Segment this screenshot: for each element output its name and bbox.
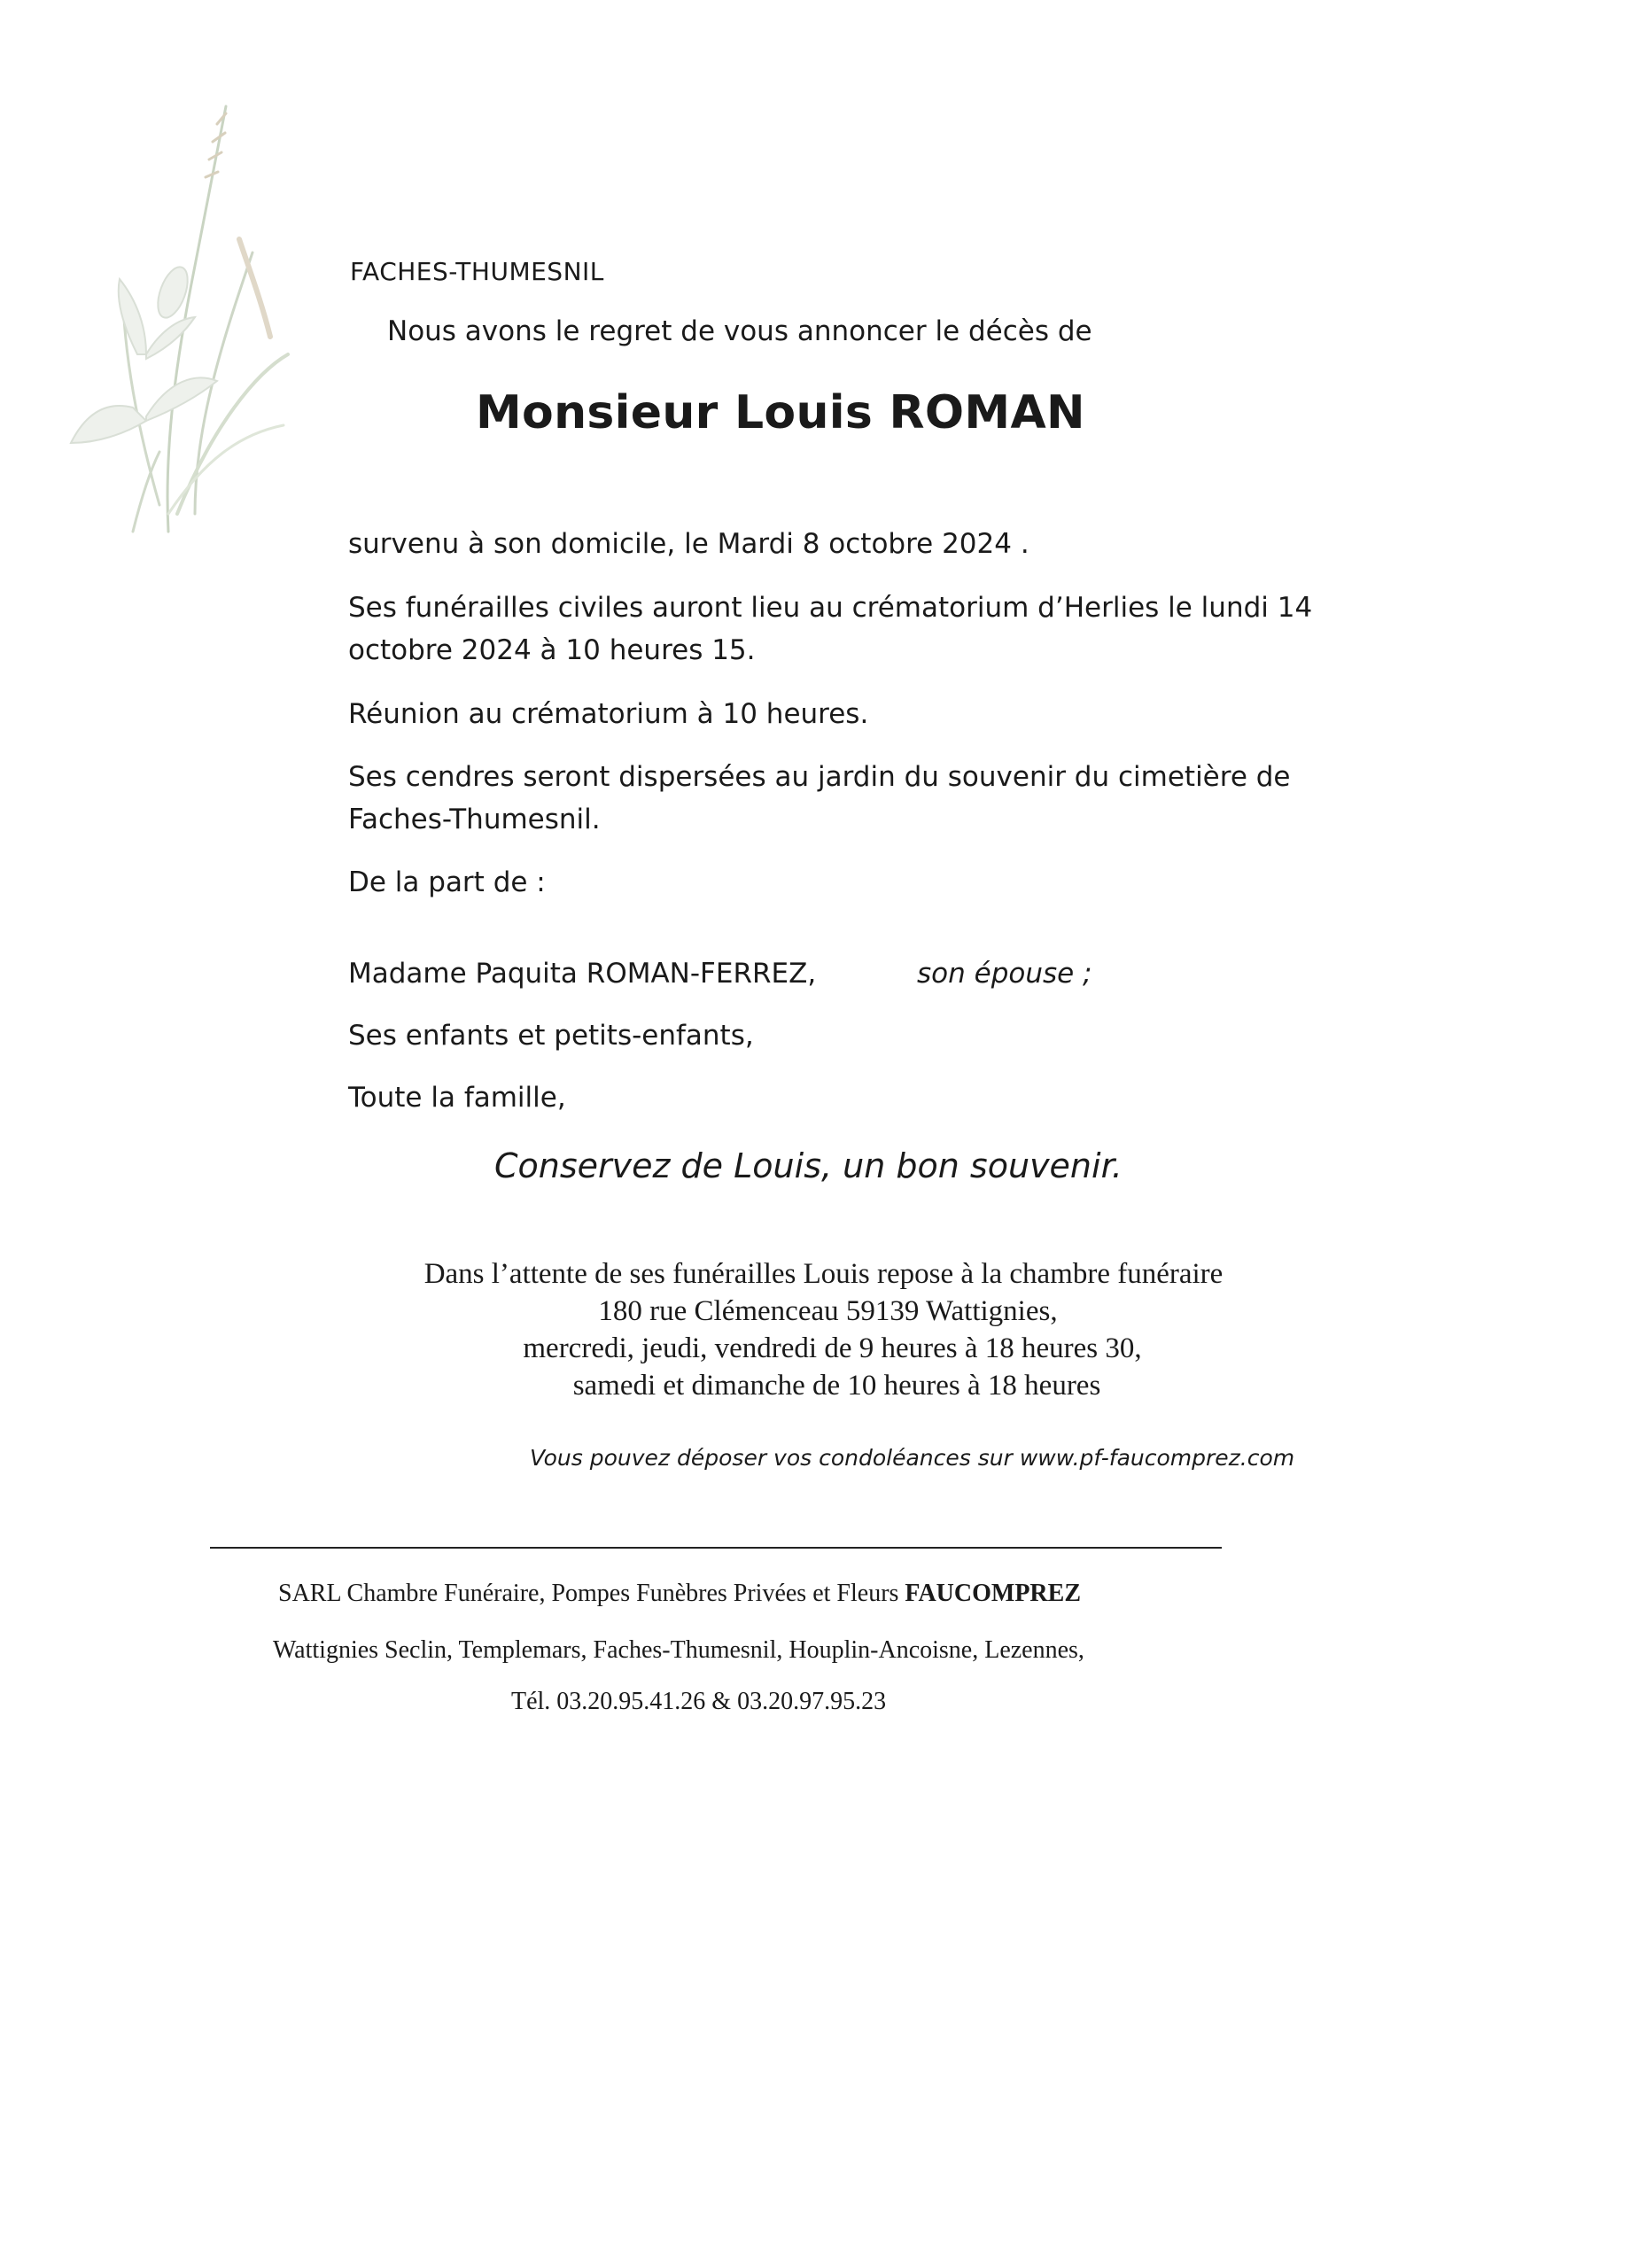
funeral-details-line-1: Ses funérailles civiles auront lieu au crématorium d’Herlies le lundi 14 <box>348 592 1313 624</box>
lily-flower-illustration <box>62 89 292 549</box>
meeting-details: Réunion au crématorium à 10 heures. <box>348 698 869 730</box>
viewing-line-3: mercredi, jeudi, vendredi de 9 heures à 18 heures 30, <box>523 1332 1142 1364</box>
condolences-note: Vous pouvez déposer vos condoléances sur www.pf-faucomprez.com <box>530 1445 1295 1471</box>
family-member-relation: son épouse ; <box>917 958 1092 990</box>
town-name: FACHES-THUMESNIL <box>350 257 604 286</box>
funeral-details-line-2: octobre 2024 à 10 heures 15. <box>348 634 756 666</box>
company-phone: Tél. 03.20.95.41.26 & 03.20.97.95.23 <box>511 1688 887 1715</box>
family-member-name: Ses enfants et petits-enfants, <box>348 1020 754 1052</box>
company-locations: Wattignies Seclin, Templemars, Faches-Thumesnil, Houplin-Ancoisne, Lezennes, <box>273 1636 1084 1664</box>
viewing-line-2: 180 rue Clémenceau 59139 Wattignies, <box>598 1295 1058 1327</box>
viewing-line-1: Dans l’attente de ses funérailles Louis repose à la chambre funéraire <box>423 1258 1224 1290</box>
funeral-details <box>348 586 1312 672</box>
company-name: FAUCOMPREZ <box>905 1580 1081 1607</box>
memorial-quote: Conservez de Louis, un bon souvenir. <box>494 1146 1123 1185</box>
footer-divider <box>210 1547 1222 1549</box>
from-label: De la part de : <box>348 866 546 898</box>
viewing-info <box>0 1255 1647 1404</box>
company-line <box>278 1580 1081 1608</box>
ashes-details-line-2: Faches-Thumesnil. <box>348 804 601 835</box>
announcement-intro: Nous avons le regret de vous annoncer le décès de <box>387 315 1092 347</box>
company-prefix: SARL Chambre Funéraire, Pompes Funèbres Privées et Fleurs <box>278 1580 905 1607</box>
ashes-details-line-1: Ses cendres seront dispersées au jardin du souvenir du cimetière de <box>348 761 1291 793</box>
death-details: survenu à son domicile, le Mardi 8 octobre 2024 . <box>348 528 1029 560</box>
viewing-line-4: samedi et dimanche de 10 heures à 18 heures <box>572 1370 1101 1402</box>
family-member-name: Madame Paquita ROMAN-FERREZ, <box>348 958 817 990</box>
family-member-name: Toute la famille, <box>348 1082 566 1114</box>
deceased-name: Monsieur Louis ROMAN <box>476 386 1085 439</box>
ashes-details <box>348 756 1291 841</box>
